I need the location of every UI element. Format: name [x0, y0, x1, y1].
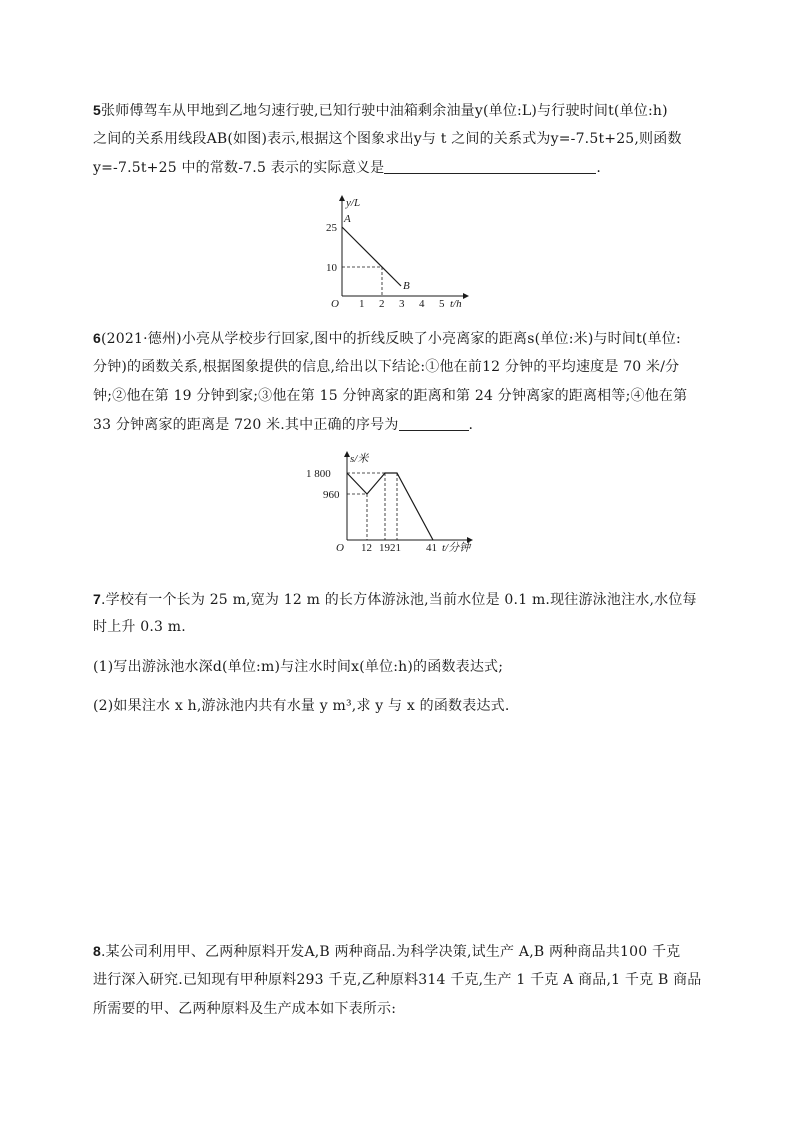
q6-line-4: [93, 415, 473, 435]
q7-line-2: 时上升 0.3 m.: [93, 619, 186, 635]
q5-x-tick-5: 5: [439, 298, 445, 310]
q5-line-3: [93, 158, 601, 178]
q6-number: 6: [93, 330, 101, 346]
q7-line-1: [93, 589, 697, 610]
q8-line-1: [93, 941, 680, 962]
q5-graph: [318, 192, 478, 312]
q5-x-tick-4: 4: [419, 298, 425, 310]
q5-answer-blank[interactable]: [384, 159, 596, 174]
q6-y-tick-960: 960: [323, 489, 340, 501]
q5-point-B: B: [403, 280, 410, 292]
q6-text-4: 33 分钟离家的距离是 720 米.其中正确的序号为: [93, 417, 399, 433]
q6-y-tick-1800: 1 800: [306, 468, 331, 480]
q5-x-tick-3: 3: [399, 298, 405, 310]
q5-x-tick-1: 1: [359, 298, 365, 310]
q5-x-label: t/h: [450, 298, 462, 310]
q5-x-tick-2: 2: [379, 298, 385, 310]
q6-graph: [300, 448, 490, 558]
q6-answer-blank[interactable]: [399, 416, 469, 431]
q6-text-1: (2021·德州)小亮从学校步行回家,图中的折线反映了小亮离家的距离s(单位:米)与时间t(单位:: [101, 331, 681, 347]
q6-x-label: t/分钟: [442, 542, 471, 554]
q5-segment-AB: [342, 227, 401, 286]
q8-line-3: 所需要的甲、乙两种原料及生产成本如下表所示:: [93, 1001, 397, 1017]
q6-line-3: 钟;②他在第 19 分钟到家;③他在第 15 分钟离家的距离和第 24 分钟离家的距离相等;④他在第: [93, 388, 688, 404]
q5-number: 5: [93, 102, 101, 118]
q6-x-tick-12: 12: [361, 542, 372, 554]
q8-line-2: 进行深入研究.已知现有甲种原料293 千克,乙种原料314 千克,生产 1 千克 A 商品,1 千克 B 商品: [93, 972, 702, 988]
q6-x-tick-41: 41: [426, 542, 437, 554]
q6-line-2: 分钟)的函数关系,根据图象提供的信息,给出以下结论:①他在前12 分钟的平均速度是 70 米/分: [93, 359, 680, 375]
q5-text-3: y=-7.5t+25 中的常数-7.5 表示的实际意义是: [93, 160, 385, 176]
q6-line-1: [93, 328, 681, 349]
q5-line-1: [93, 100, 668, 121]
q5-point-A: A: [344, 213, 351, 225]
q7-number: 7: [93, 591, 101, 607]
q8-number: 8: [93, 943, 101, 959]
q6-x-tick-1921: 1921: [379, 542, 401, 554]
q5-origin: O: [331, 298, 339, 310]
q8-text-1: .某公司利用甲、乙两种原料开发A,B 两种商品.为科学决策,试生产 A,B 两种商品共100 千克: [101, 944, 681, 960]
q5-line-2: 之间的关系用线段AB(如图)表示,根据这个图象求出y与 t 之间的关系式为y=-7.5t+25,则函数: [93, 131, 682, 147]
q7-sub-2: (2)如果注水 x h,游泳池内共有水量 y m³,求 y 与 x 的函数表达式.: [93, 698, 510, 714]
q7-text-1: .学校有一个长为 25 m,宽为 12 m 的长方体游泳池,当前水位是 0.1 m.现往游泳池注水,水位每: [101, 592, 697, 608]
q7-sub-1: (1)写出游泳池水深d(单位:m)与注水时间x(单位:h)的函数表达式;: [93, 659, 504, 675]
q5-y-tick-25: 25: [326, 222, 337, 234]
q6-end: .: [468, 417, 474, 433]
q5-end: .: [596, 160, 601, 176]
q6-origin: O: [336, 542, 344, 554]
q5-y-tick-10: 10: [326, 262, 337, 274]
q5-text-1: 张师傅驾车从甲地到乙地匀速行驶,已知行驶中油箱剩余油量y(单位:L)与行驶时间t(单位:h): [101, 103, 668, 119]
q6-distance-polyline: [347, 473, 433, 540]
q6-y-label: s/米: [350, 453, 369, 465]
q5-y-label: y/L: [346, 197, 361, 209]
